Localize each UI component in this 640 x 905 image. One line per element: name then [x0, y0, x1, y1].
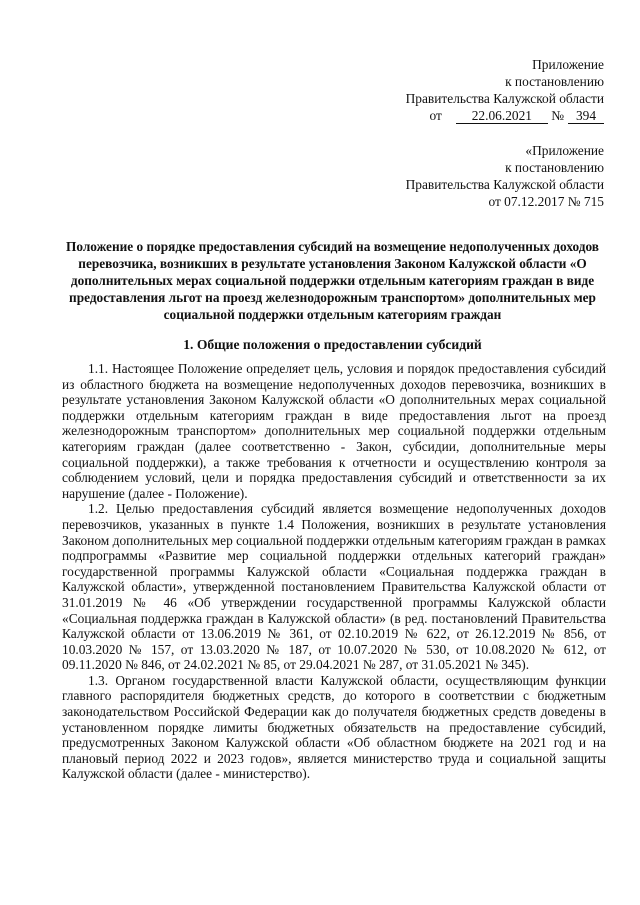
section-heading: 1. Общие положения о предоставлении субсидий: [183, 337, 482, 352]
number-label: №: [551, 108, 564, 123]
original-attachment-header: [344, 142, 604, 210]
header2-line-government: Правительства Калужской области: [405, 177, 604, 192]
header-line-date-number: [344, 107, 604, 124]
header2-line-attachment: «Приложение: [525, 143, 604, 158]
attachment-header: [344, 56, 604, 124]
header2-line-to-resolution: к постановлению: [505, 160, 604, 175]
paragraph-1-1: 1.1. Настоящее Положение определяет цель, условия и порядок предоставления субсидий из областного бюджета на возмещение недополученных доходов перевозчика, возникших в результате установления Законом Калужской области «О дополнительных мерах социальной поддержки отдельным категориям граждан в виде предоставления льгот на проезд железнодорожным транспортом» дополнительных мер социальной поддержки отдельным категориям граждан (далее соответственно - Закон, субсидии, дополнительные меры социальной поддержки), а также требования к отчетности и осуществлению контроля за соблюдением условий, цели и порядка предоставления субсидий и ответственности за их нарушение (далее - Положение).: [62, 361, 606, 501]
document-body: [62, 361, 606, 782]
header-line-attachment: Приложение: [532, 57, 604, 72]
resolution-number: 394: [568, 109, 604, 124]
resolution-date: 22.06.2021: [456, 109, 548, 124]
header-line-government: Правительства Калужской области: [405, 91, 604, 106]
header2-line-date-number: от 07.12.2017 № 715: [488, 194, 604, 209]
paragraph-1-3: 1.3. Органом государственной власти Калужской области, осуществляющим функции главного распорядителя бюджетных средств, до которого в соответствии с бюджетным законодательством Российской Федерации как до получателя бюджетных средств доведены в установленном порядке лимиты бюджетных обязательств на предоставление субсидий, предусмотренных Законом Калужской области «Об областном бюджете на 2021 год и на плановый период 2022 и 2023 годов», является министерство труда и социальной защиты Калужской области (далее - министерство).: [62, 672, 606, 782]
from-label: от: [429, 108, 442, 123]
document-title: Положение о порядке предоставления субсидий на возмещение недополученных доходов перевозчика, возникших в результате установления Законом Калужской области «О дополнительных мерах социальной поддержки отдельным категориям граждан в виде предоставления льгот на проезд железнодорожным транспортом» дополнительных мер социальной поддержки отдельным категориям граждан: [66, 239, 599, 322]
header-line-to-resolution: к постановлению: [505, 74, 604, 89]
paragraph-1-2: 1.2. Целью предоставления субсидий является возмещение недополученных доходов перевозчиков, указанных в пункте 1.4 Положения, возникших в результате установления Законом дополнительных мер социальной поддержки отдельным категориям граждан в рамках подпрограммы «Развитие мер социальной поддержки отдельных категорий граждан» государственной программы Калужской области «Социальная поддержка граждан в Калужской области», утвержденной постановлением Правительства Калужской области от 31.01.2019 № 46 «Об утверждении государственной программы Калужской области «Социальная поддержка граждан в Калужской области» (в ред. постановлений Правительства Калужской области от 13.06.2019 № 361, от 02.10.2019 № 622, от 26.12.2019 № 856, от 10.03.2020 № 157, от 13.03.2020 № 187, от 10.07.2020 № 530, от 10.08.2020 № 612, от 09.11.2020 № 846, от 24.02.2021 № 85, от 29.04.2021 № 287, от 31.05.2021 № 345).: [62, 501, 606, 673]
